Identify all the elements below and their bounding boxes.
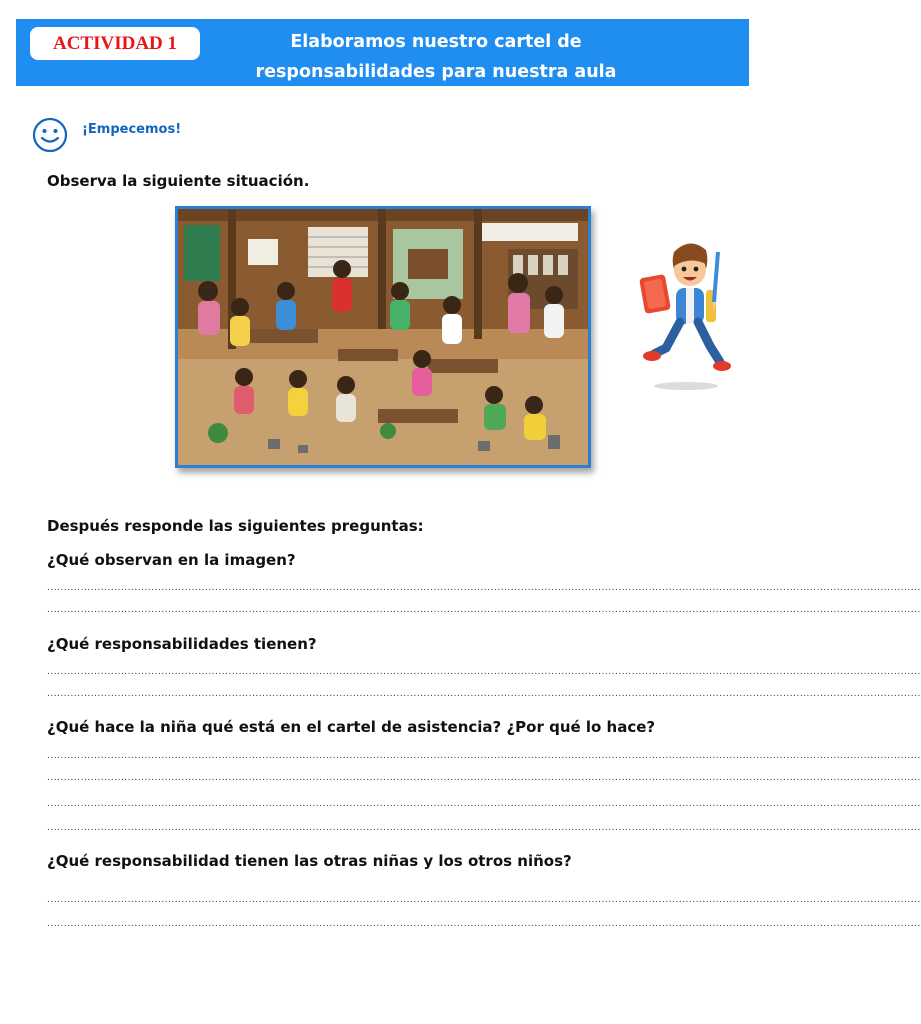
- question-4: ¿Qué responsabilidad tienen las otras niñas y los otros niños?: [47, 852, 572, 870]
- question-2: ¿Qué responsabilidades tienen?: [47, 635, 317, 653]
- header-banner: [16, 19, 749, 86]
- answer-line[interactable]: ....................................................................................................................................................................................................................................................................: [47, 895, 921, 905]
- instruction-text: Observa la siguiente situación.: [47, 172, 310, 190]
- answer-line[interactable]: ....................................................................................................................................................................................................................................................................: [47, 689, 921, 699]
- answer-line[interactable]: ....................................................................................................................................................................................................................................................................: [47, 667, 921, 677]
- questions-intro: Después responde las siguientes preguntas:: [47, 517, 424, 535]
- boy-cartoon-illustration: [640, 236, 732, 392]
- title-line-2: responsabilidades para nuestra aula: [255, 62, 617, 82]
- question-1: ¿Qué observan en la imagen?: [47, 551, 296, 569]
- page-title: [216, 27, 656, 87]
- answer-line[interactable]: ....................................................................................................................................................................................................................................................................: [47, 605, 921, 615]
- answer-line[interactable]: ....................................................................................................................................................................................................................................................................: [47, 583, 921, 593]
- smiley-face-icon: [32, 117, 68, 153]
- question-3: ¿Qué hace la niña qué está en el cartel de asistencia? ¿Por qué lo hace?: [47, 718, 656, 736]
- answer-line[interactable]: ....................................................................................................................................................................................................................................................................: [47, 919, 921, 929]
- answer-line[interactable]: ....................................................................................................................................................................................................................................................................: [47, 799, 921, 809]
- activity-badge: ACTIVIDAD 1: [30, 27, 200, 60]
- answer-line[interactable]: ....................................................................................................................................................................................................................................................................: [47, 823, 921, 833]
- intro-label: ¡Empecemos!: [82, 122, 182, 137]
- title-line-1: Elaboramos nuestro cartel de: [290, 32, 582, 52]
- answer-line[interactable]: ....................................................................................................................................................................................................................................................................: [47, 751, 921, 761]
- answer-line[interactable]: ....................................................................................................................................................................................................................................................................: [47, 773, 921, 783]
- classroom-illustration: [175, 206, 591, 468]
